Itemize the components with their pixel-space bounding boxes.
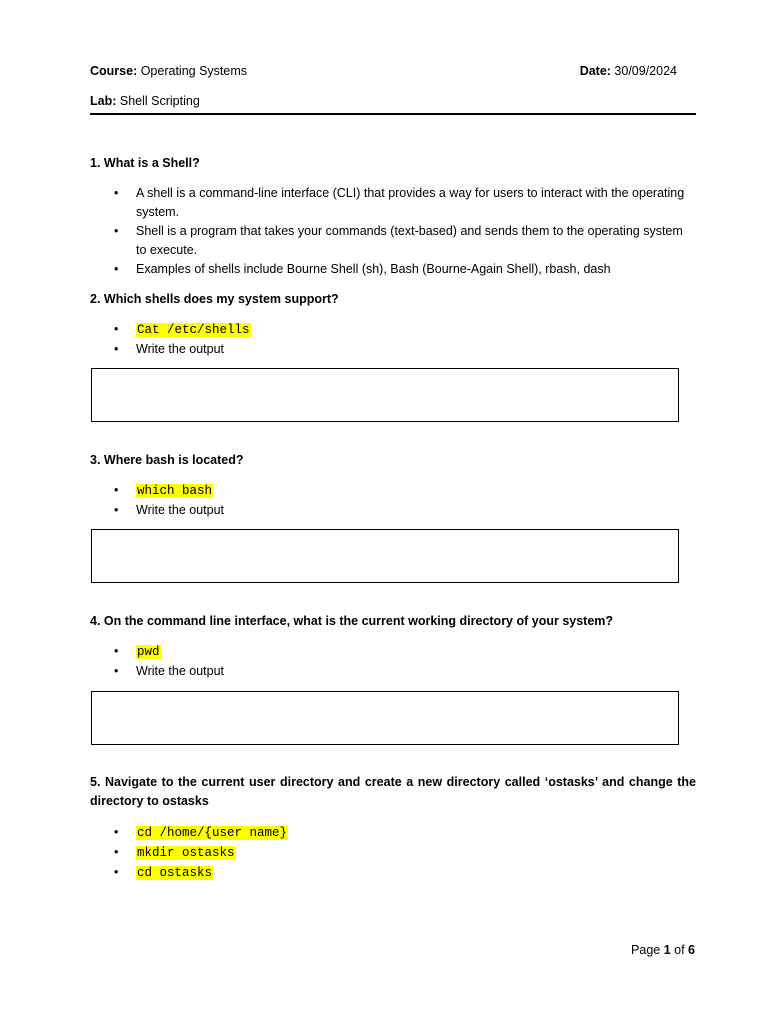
date-field: Date: 30/09/2024 <box>579 64 677 78</box>
question-5-title: 5. Navigate to the current user directory and create a new directory called ‘ostasks’ and change the directory to ostasks <box>90 775 696 808</box>
question-4-title: 4. On the command line interface, what is the current working directory of your system? <box>90 614 614 628</box>
header-divider <box>90 113 696 115</box>
command-text: which bash <box>137 484 213 498</box>
question-1-bullets <box>90 184 696 279</box>
question-1-title: 1. What is a Shell? <box>90 156 200 170</box>
command-text: pwd <box>137 645 160 659</box>
question-3-title: 3. Where bash is located? <box>90 453 244 467</box>
list-item: • A shell is a command-line interface (CLI) that provides a way for users to interact with the operating system. <box>90 184 696 222</box>
command-text: mkdir ostasks <box>137 846 235 860</box>
list-item <box>90 320 696 340</box>
list-item <box>90 481 696 501</box>
question-2-title: 2. Which shells does my system support? <box>90 292 339 306</box>
list-item: • Examples of shells include Bourne Shell (sh), Bash (Bourne-Again Shell), rbash, dash <box>90 260 696 279</box>
answer-box-q4[interactable] <box>91 691 679 745</box>
command-text: cd ostasks <box>137 866 213 880</box>
course-field: Course: Operating Systems <box>90 64 247 78</box>
command-text: Cat /etc/shells <box>137 323 250 337</box>
list-item <box>90 863 696 883</box>
header-course-date-row <box>90 64 696 78</box>
header-lab-row <box>90 94 696 108</box>
list-item <box>90 642 696 662</box>
question-4-bullets <box>90 642 696 681</box>
answer-box-q3[interactable] <box>91 529 679 583</box>
answer-box-q2[interactable] <box>91 368 679 422</box>
list-item: • Write the output <box>90 501 696 520</box>
question-5-bullets <box>90 823 696 883</box>
list-item: • Write the output <box>90 662 696 681</box>
question-3-bullets <box>90 481 696 520</box>
page-number: Page 1 of 6 <box>631 943 695 957</box>
command-text: cd /home/{user name} <box>137 826 288 840</box>
question-2-bullets <box>90 320 696 359</box>
list-item <box>90 843 696 863</box>
lab-field: Lab: Shell Scripting <box>90 94 200 108</box>
list-item: • Shell is a program that takes your commands (text-based) and sends them to the operating system to execute. <box>90 222 696 260</box>
list-item <box>90 823 696 843</box>
list-item: • Write the output <box>90 340 696 359</box>
